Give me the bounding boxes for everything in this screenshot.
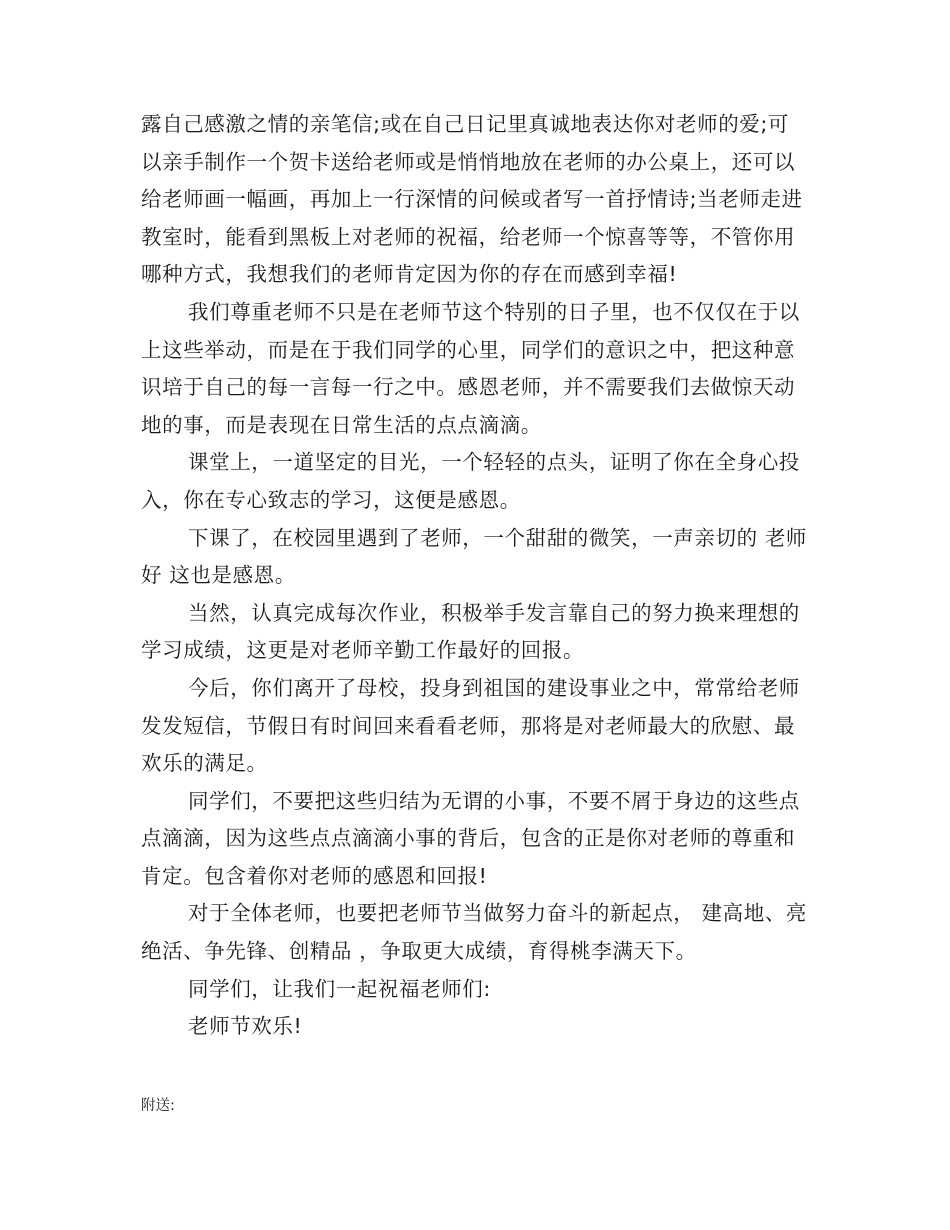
paragraph-classroom: 课堂上，一道坚定的目光，一个轻轻的点头，证明了你在全身心投入，你在专心致志的学习，这便是感恩。 [141, 450, 800, 512]
paragraph-homework: 当然，认真完成每次作业，积极举手发言靠自己的努力换来理想的学习成绩，这更是对老师辛勤工作最好的回报。 [141, 600, 800, 663]
paragraph-future: 今后，你们离开了母校，投身到祖国的建设事业之中，常常给老师发发短信，节假日有时间回来看看老师，那将是对老师最大的欣慰、最欢乐的满足。 [141, 675, 800, 776]
attachment-label: 附送: [141, 1098, 175, 1114]
paragraph-continuation: 露自己感激之情的亲笔信;或在自己日记里真诚地表达你对老师的爱;可以亲手制作一个贺卡送给老师或是悄悄地放在老师的办公桌上，还可以给老师画一幅画，再加上一行深情的问候或者写一首抒情诗;当老师走进教室时，能看到黑板上对老师的祝福，给老师一个惊喜等等，不管你用哪种方式，我想我们的老师肯定因为你的存在而感到幸福! [141, 112, 803, 287]
paragraph-greeting: 老师节欢乐! [188, 1014, 303, 1039]
paragraph-blessing: 同学们，让我们一起祝福老师们: [188, 976, 491, 1001]
document-body [141, 106, 809, 1046]
paragraph-all-teachers: 对于全体老师，也要把老师节当做努力奋斗的新起点， 建高地、亮绝活、争先锋、创精品 ，争取更大成绩，育得桃李满天下。 [141, 901, 808, 964]
paragraph-after-class: 下课了，在校园里遇到了老师，一个甜甜的微笑，一声亲切的 老师好 这也是感恩。 [141, 525, 808, 588]
paragraph-small-things: 同学们，不要把这些归结为无谓的小事，不要不屑于身边的这些点点滴滴，因为这些点点滴滴小事的背后，包含的正是你对老师的尊重和肯定。包含着你对老师的感恩和回报! [141, 788, 800, 888]
paragraph-respect-teachers: 我们尊重老师不只是在老师节这个特别的日子里，也不仅仅在于以上这些举动，而是在于我们同学的心里，同学们的意识之中，把这种意识培于自己的每一言每一行之中。感恩老师，并不需要我们去做惊天动地的事，而是表现在日常生活的点点滴滴。 [141, 299, 800, 437]
